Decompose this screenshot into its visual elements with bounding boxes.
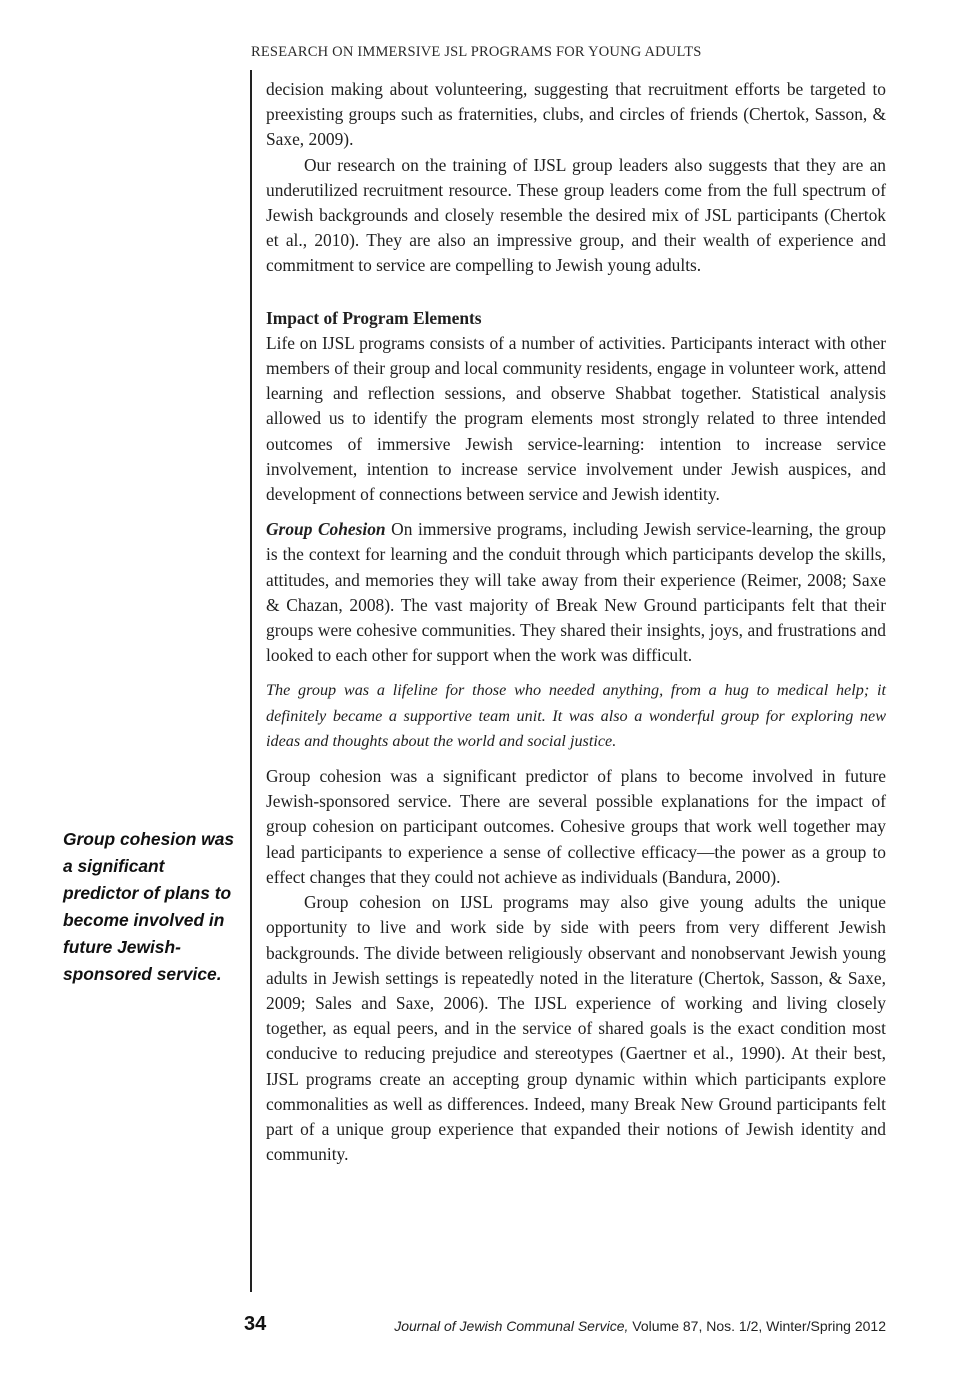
- section-heading: Impact of Program Elements: [266, 307, 482, 328]
- main-text-column: [266, 77, 886, 1167]
- pull-quote: Group cohesion was a significant predictor of plans to become involved in future Jewish-sponsored service.: [63, 829, 235, 984]
- journal-citation: [394, 1318, 886, 1334]
- paragraph-4: [266, 517, 886, 668]
- paragraph-4-text: On immersive programs, including Jewish service-learning, the group is the context for learning and the conduit through which participants develop the skills, attitudes, and memories they will take away from their experience (Reimer, 2008; Saxe & Chazan, 2008). The vast majority of Break New Ground participants felt that their groups were cohesive communities. They shared their insights, joys, and frustrations and looked to each other for support when the work was difficult.: [266, 519, 887, 666]
- runin-heading-group-cohesion: Group Cohesion: [266, 519, 386, 540]
- paragraph-1: decision making about volunteering, suggesting that recruitment efforts be targeted to preexisting groups such as fraternities, clubs, and circles of friends (Chertok, Sasson, & Saxe, 2009).: [266, 79, 886, 150]
- block-quote: The group was a lifeline for those who needed anything, from a hug to medical help; it definitely became a supportive team unit. It was also a wonderful group for exploring new ideas and thoughts about the world and social justice.: [266, 681, 886, 750]
- paragraph-2: Our research on the training of IJSL group leaders also suggests that they are an underutilized recruitment resource. These group leaders come from the full spectrum of Jewish backgrounds and closely resemble the desired mix of JSL participants (Chertok et al., 2010). They are also an impressive group, and their wealth of experience and commitment to service are compelling to Jewish young adults.: [266, 154, 886, 276]
- margin-rule: [250, 70, 252, 1292]
- page-number: 34: [244, 1313, 267, 1335]
- journal-name: Journal of Jewish Communal Service,: [394, 1318, 629, 1334]
- paragraph-3: Life on IJSL programs consists of a number of activities. Participants interact with other members of their group and local community residents, engage in volunteer work, attend learning and reflection sessions, and observe Shabbat together. Statistical analysis allowed us to identify the program elements most strongly related to three intended outcomes of immersive Jewish service-learning: intention to increase service involvement, intention to increase service involvement under Jewish auspices, and development of connections between service and Jewish identity.: [266, 332, 886, 505]
- running-head: RESEARCH ON IMMERSIVE JSL PROGRAMS FOR YOUNG ADULTS: [251, 44, 702, 60]
- journal-issue: Volume 87, Nos. 1/2, Winter/Spring 2012: [628, 1318, 886, 1334]
- paragraph-5: Group cohesion was a significant predictor of plans to become involved in future Jewish-sponsored service. There are several possible explanations for the impact of group cohesion on participant outcomes. Cohesive groups that work well together may lead participants to experience a sense of collective efficacy—the power as a group to effect changes that they could not achieve as individuals (Bandura, 2000).: [266, 766, 886, 887]
- paragraph-6: Group cohesion on IJSL programs may also give young adults the unique opportunity to live and work side by side with peers from very different Jewish backgrounds. The divide between religiously observant and nonobservant Jewish young adults in Jewish settings is repeatedly noted in the literature (Chertok, Sasson, & Saxe, 2009; Sales and Saxe, 2006). The IJSL experience of working and living closely together, as equal peers, and in the service of shared goals is the exact condition most conducive to reducing prejudice and stereotypes (Gaertner et al., 1990). At their best, IJSL programs create an accepting group dynamic within which participants explore commonalities as well as differences. Indeed, many Break New Ground participants felt part of a unique group experience that expanded their notions of Jewish identity and community.: [266, 892, 886, 1165]
